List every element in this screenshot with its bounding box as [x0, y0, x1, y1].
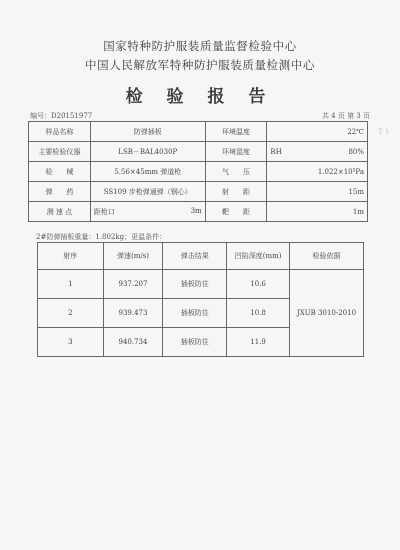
table-row — [38, 270, 364, 299]
humidity-value: 80% — [348, 147, 364, 156]
cell-value: 15m — [267, 182, 368, 202]
cell-value: 5.56×45mm 弹道枪 — [90, 162, 205, 182]
shot-result: 插板防住 — [163, 299, 227, 328]
table-row — [29, 142, 368, 162]
page-counter: 共 4 页 第 3 页 — [321, 112, 370, 120]
header-velocity: 弹速(m/s) — [103, 243, 163, 270]
shot-depth: 10.8 — [227, 299, 290, 328]
humidity-label: RH — [270, 147, 282, 156]
cell-label: 检 械 — [29, 162, 91, 182]
cell-label: 环境温度 — [205, 122, 267, 142]
header-basis: 检验依据 — [290, 243, 364, 270]
cell-value: 防弹插板 — [90, 122, 205, 142]
table-header-row — [38, 243, 364, 270]
cell-label: 主要检验仪器 — [29, 142, 91, 162]
test-basis: JXUB 3010-2010 — [290, 270, 364, 357]
center-name: 国家特种防护服装质量监督检验中心 — [103, 39, 297, 53]
table-row — [29, 182, 368, 202]
cell-value — [90, 202, 205, 222]
cell-value: 1.022×10⁵Pa — [267, 162, 368, 182]
report-title: 检 验 报 告 — [125, 87, 275, 107]
test-conditions-table — [28, 121, 368, 222]
shot-depth: 10.6 — [227, 270, 290, 299]
cell-value: SS109 步枪弹通弹（钢心） — [90, 182, 205, 202]
report-serial: 编号：D20151977 — [30, 112, 93, 120]
header-depth: 凹陷深度(mm) — [227, 243, 290, 270]
cell-value: LSB－BAL4030P — [90, 142, 205, 162]
cell-label: 样品名称 — [29, 122, 91, 142]
header-shot-seq: 射序 — [38, 243, 104, 270]
shot-seq: 2 — [38, 299, 104, 328]
header-impact-result: 弹击结果 — [163, 243, 227, 270]
table-row — [29, 122, 368, 142]
speed-point-value: 3m — [190, 206, 202, 215]
cell-label: 靶 距 — [205, 202, 267, 222]
margin-stamp-mark: T 1 — [378, 128, 390, 136]
shot-velocity: 939.473 — [103, 299, 163, 328]
speed-point-label: 距枪口 — [93, 207, 115, 216]
cell-label: 环境湿度 — [205, 142, 267, 162]
cell-value — [267, 142, 368, 162]
table-row — [29, 202, 368, 222]
shot-result: 插板防住 — [163, 270, 227, 299]
plate-weight-note: 2#防弹插板重量：1.802kg；更温条件： — [36, 233, 167, 241]
center-name-military: 中国人民解放军特种防护服装质量检测中心 — [85, 58, 315, 72]
cell-label: 射 距 — [205, 182, 267, 202]
table-row — [29, 162, 368, 182]
shot-seq: 1 — [38, 270, 104, 299]
cell-label: 弹 药 — [29, 182, 91, 202]
shot-seq: 3 — [38, 328, 104, 357]
cell-value: 22℃ — [267, 122, 368, 142]
shot-result: 插板防住 — [163, 328, 227, 357]
shot-depth: 11.9 — [227, 328, 290, 357]
test-results-table — [37, 242, 364, 357]
cell-label: 测 速 点 — [29, 202, 91, 222]
cell-label: 气 压 — [205, 162, 267, 182]
shot-velocity: 937.207 — [103, 270, 163, 299]
cell-value: 1m — [267, 202, 368, 222]
shot-velocity: 940.734 — [103, 328, 163, 357]
